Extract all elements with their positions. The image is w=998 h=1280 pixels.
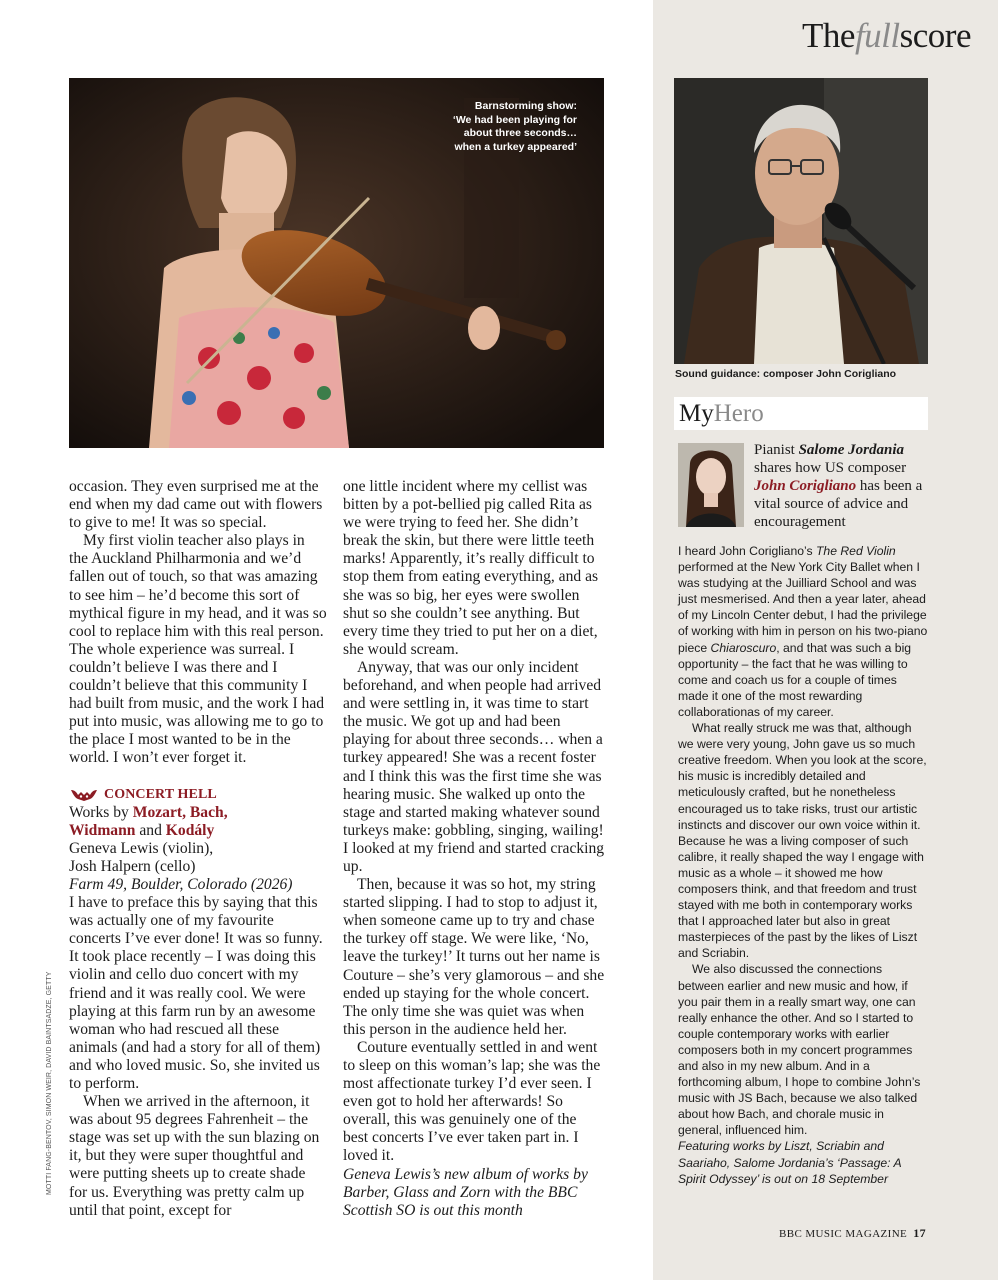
- album-note: Featuring works by Liszt, Scriabin and Saariaho, Salome Jordania’s ‘Passage: A Spirit Odyssey’ is out on 18 September: [678, 1139, 902, 1186]
- paragraph: I have to preface this by saying that this was actually one of my favourite concerts I’ve ever done! It was so funny. It took place recently – I was doing this violin and cello duo concert with my friend and it was really cool. We were playing at this farm run by an awesome woman who had rescued all these animals (and had a story for all of them) and who loved music. So, she invited us to perform.: [69, 894, 323, 1092]
- hero-article: [678, 543, 930, 1187]
- paragraph: We also discussed the connections between earlier and new music and how, if you pair them in a really smart way, one can really enhance the other. And so I started to couple contemporary works with earlier composers both in my concert programmes and also in my new album. And in a forthcoming album, I hope to combine John’s music with JS Bach, because we also talked about how Bach, and chorale music in general, influenced him.: [678, 962, 921, 1138]
- concert-performer: Josh Halpern (cello): [69, 857, 196, 875]
- page-footer: BBC MUSIC MAGAZINE 17: [778, 1226, 926, 1240]
- paragraph: I heard John Corigliano’s The Red Violin performed at the New York City Ballet when I was studying at the Juilliard School and was just mesmerised. And then a year later, ahead of my Lincoln Center debut, I had the privilege of working with him in person on his two-piano piece Chiaroscuro, and that was such a big opportunity – the fact that he was willing to come and coach us for a couple of times made it one of the most rewarding collaborationas of my career.: [678, 544, 928, 719]
- devil-logo-icon: [69, 788, 99, 802]
- paragraph: Anyway, that was our only incident beforehand, and when people had arrived and were settling in, it was time to start the music. We got up and had been playing for about three seconds… when a turkey appeared! She was a recent foster and I think this was the first time she was hearing music. She walked up onto the stage and started making whatever sound turkeys make: gobbling, singing, wailing! I looked at my friend and started cracking up.: [343, 658, 605, 875]
- photo-caption: Barnstorming show: ‘We had been playing for about three seconds… when a turkey appeared’: [452, 100, 577, 153]
- paragraph: My first violin teacher also plays in the Auckland Philharmonia and we’d fallen out of touch, so that was amazing to see him – he’d become this sort of mythical figure in my head, and it was so cool to replace him with this real person. The whole experience was surreal. I couldn’t believe I was there and I couldn’t believe that this community I had built from music, and the work I had put into music, was allowing me to go to the place I most wanted to be in the world. I won’t ever forget it.: [69, 532, 327, 767]
- violinist-photo: [69, 78, 604, 448]
- album-note: Geneva Lewis’s new album of works by Barber, Glass and Zorn with the BBC Scottish SO is out this month: [343, 1165, 588, 1219]
- article-column-1: [69, 478, 327, 1220]
- salome-portrait: [678, 443, 744, 527]
- paragraph: Then, because it was so hot, my string started slipping. I had to stop to adjust it, when someone came up to try and chase the turkey off stage. We were like, ‘No, leave the turkey!’ It turns out her name is Couture – she’s very glamorous – and she ended up staying for the whole concert. The only time she was quiet was when this person in the audience held her.: [343, 876, 605, 1038]
- hero-intro: Pianist Salome Jordania shares how US composer John Corigliano has been a vital source of advice and encouragement: [754, 442, 923, 530]
- concert-hell-box: [69, 786, 327, 895]
- my-hero-title: MyHero: [674, 397, 928, 430]
- paragraph: When we arrived in the afternoon, it was about 95 degrees Fahrenheit – the stage was set up with the sun blazing on it, but they were super thoughtful and were putting sheets up to create shade for us. Everything was pretty calm up until that point, except for: [69, 1093, 320, 1219]
- concert-hell-heading: CONCERT HELL: [69, 786, 327, 804]
- section-title: Thefullscore: [802, 16, 971, 55]
- composer-photo-caption: Sound guidance: composer John Corigliano: [675, 368, 897, 380]
- photo-credit: MOTTI FANG-BENTOV, SIMON WEIR, DAVID BAINTSADZE, GETTY: [46, 971, 53, 1195]
- concert-venue: Farm 49, Boulder, Colorado (2026): [69, 875, 293, 893]
- composer-illustration: [674, 78, 928, 364]
- composer-photo: [674, 78, 928, 364]
- portrait-illustration: [678, 443, 744, 527]
- paragraph: one little incident where my cellist was bitten by a pot-bellied pig called Rita as we were trying to feed her. She didn’t break the skin, but there were little teeth marks! Apparently, it’s really difficult to stop them from eating everything, and as she was so big, her eyes were swollen shut so she couldn’t see anything. But every time they tried to put her on a diet, she would scream.: [343, 478, 599, 658]
- concert-performer: Geneva Lewis (violin),: [69, 839, 214, 857]
- paragraph: What really struck me was that, although we were very young, John gave us so much creative freedom. When you look at the score, his music is incredibly detailed and meticulously crafted, but he nonetheless encouraged us to take risks, trust our artistic instincts and discover our own voice within it. Because he was a living composer of such calibre, it really shaped the way I engage with music as a whole – it showed me how composers think, and that freedom and trust stayed with me both in contemporary works that I approached later but also in great masterpieces of the past by the likes of Liszt and Scriabin.: [678, 721, 927, 961]
- paragraph: Couture eventually settled in and went to sleep on this woman’s lap; she was the most affectionate turkey I’d ever seen. I even got to hold her afterwards! So overall, this was genuinely one of the best concerts I’ve ever taken part in. I loved it.: [343, 1038, 601, 1165]
- concert-works: Works by Mozart, Bach, Widmann and Kodály: [69, 803, 228, 839]
- page-number: 17: [913, 1226, 926, 1240]
- article-column-2: [343, 478, 605, 1220]
- paragraph: occasion. They even surprised me at the end when my dad came out with flowers to give to me! It was so special.: [69, 478, 323, 532]
